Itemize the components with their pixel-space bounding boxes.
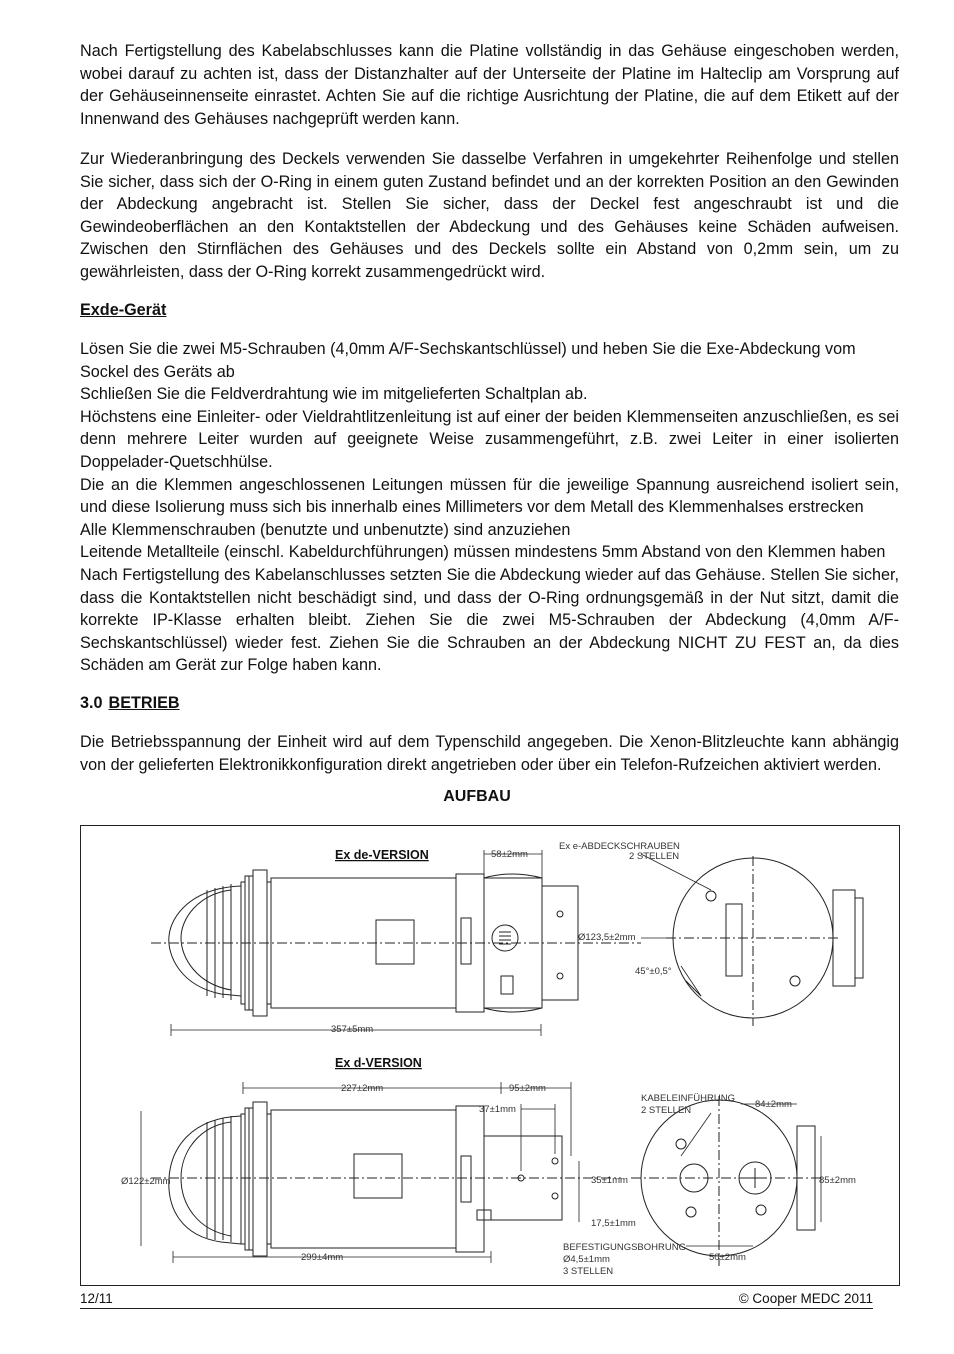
exde-heading: Exde-Gerät <box>80 301 167 319</box>
exde-line: Schließen Sie die Feldverdrahtung wie im mitgelieferten Schaltplan ab. <box>80 385 588 404</box>
exde-line: Lösen Sie die zwei M5-Schrauben (4,0mm A/F-Sechskantschlüssel) und heben Sie die Exe-Abdeckung vom Sockel des Geräts ab <box>80 340 856 381</box>
intro-paragraph-1 <box>80 40 899 130</box>
exde-side-view <box>151 870 641 1016</box>
exd-entry-label-1: KABELEINFÜHRUNG <box>641 1093 735 1104</box>
footer-rule <box>80 1308 873 1309</box>
exd-dim-85: 85±2mm <box>819 1175 856 1186</box>
paragraph-text: Nach Fertigstellung des Kabelabschlusses kann die Platine vollständig in das Gehäuse eingeschoben werden, wobei darauf zu achten ist, dass der Distanzhalter auf der Unterseite der Platine im Halteclip am Vorsprung auf der Gehäuseinnenseite einrastet. Achten Sie auf die richtige Ausrichtung der Platine, die auf dem Etikett auf der Innenwand des Gehäuses nachgeprüft werden kann. <box>80 42 899 128</box>
exd-entry-label-2: 2 STELLEN <box>641 1105 692 1116</box>
exd-dim-35: 35±1mm <box>591 1175 628 1186</box>
paragraph-text: Die Betriebsspannung der Einheit wird auf dem Typenschild angegeben. Die Xenon-Blitzleuchte kann abhängig von der gelieferten Elektronikkonfiguration direkt angetrieben oder über ein Telefon-Rufzeichen aktiviert werden. <box>80 733 899 774</box>
betrieb-paragraph <box>80 731 899 776</box>
exde-dim-123: Ø123,5±2mm <box>578 932 636 943</box>
exd-dim-84: 84±2mm <box>755 1099 792 1110</box>
exd-version-label: Ex d-VERSION <box>335 1056 422 1070</box>
footer-copyright: © Cooper MEDC 2011 <box>738 1291 873 1306</box>
exde-line: Nach Fertigstellung des Kabelanschlusses setzten Sie die Abdeckung wieder auf das Gehäuse. Stellen Sie sicher, dass die Kontaktstellen nicht beschädigt sind, und dass der O-Ring ordnungsgemäß in der Nut sitzt, damit die korrekte IP-Klasse erhalten bleibt. Ziehen Sie die zwei M5-Schrauben der Abdeckung (4,0mm A/F-Sechskantschlüssel) wieder fest. Ziehen Sie die Schrauben an der Abdeckung NICHT ZU FEST an, da dies Schäden am Gerät zur Folge haben kann. <box>80 565 899 675</box>
exd-dim-95: 95±2mm <box>509 1083 546 1094</box>
exd-dim-227: 227±2mm <box>341 1083 384 1094</box>
drawing-svg <box>81 826 901 1287</box>
technical-drawing <box>80 825 900 1286</box>
betrieb-heading <box>80 694 180 713</box>
exde-angle: 45°±0,5° <box>635 966 672 977</box>
intro-paragraph-2 <box>80 148 899 284</box>
exde-line: Die an die Klemmen angeschlossenen Leitungen müssen für die jeweilige Spannung ausreichend isoliert sein, und diese Isolierung muss sich bis innerhalb eines Millimeters vor dem Metall des Klemmenhalses erstrecken <box>80 475 899 517</box>
exd-holes-label-3: 3 STELLEN <box>563 1266 614 1277</box>
exd-holes-label-2: Ø4,5±1mm <box>563 1254 610 1265</box>
exd-end-view <box>631 1096 821 1266</box>
footer-date: 12/11 <box>80 1291 113 1306</box>
exde-end-view <box>666 856 863 1026</box>
exde-dim-357: 357±5mm <box>331 1024 374 1035</box>
exd-holes-label-1: BEFESTIGUNGSBOHRUNG <box>563 1242 686 1253</box>
exde-line: Höchstens eine Einleiter- oder Vieldrahtlitzenleitung ist auf einer der beiden Klemmenseiten anzuschließen, es sei denn mehrere Leiter wurden auf geeignete Weise zusammengeführt, z.B. zwei Leiter in einer isolierten Doppelader-Quetschhülse. <box>80 407 899 471</box>
section-title: BETRIEB <box>108 694 180 712</box>
exde-screws-label-2: 2 STELLEN <box>629 851 680 862</box>
exd-dim-122: Ø122±2mm <box>121 1176 171 1187</box>
exd-dim-37: 37±1mm <box>479 1104 516 1115</box>
exde-line: Leitende Metallteile (einschl. Kabeldurchführungen) müssen mindestens 5mm Abstand von den Klemmen haben <box>80 543 886 562</box>
exde-line: Alle Klemmenschrauben (benutzte und unbenutzte) sind anzuziehen <box>80 520 571 539</box>
exde-dim-58: 58±2mm <box>491 849 528 860</box>
section-number: 3.0 <box>80 694 103 712</box>
exde-section-body <box>80 338 899 677</box>
exde-version-label: Ex de-VERSION <box>335 848 429 862</box>
exd-dim-50: 50±2mm <box>709 1252 746 1263</box>
exde-screws-label-1: Ex e-ABDECKSCHRAUBEN <box>559 841 680 852</box>
paragraph-text: Zur Wiederanbringung des Deckels verwenden Sie dasselbe Verfahren in umgekehrter Reihenfolge und stellen Sie sicher, dass sich der O-Ring in einem guten Zustand befindet und an der korrekten Position an den Gewinden der Abdeckung angebracht ist. Stellen Sie sicher, dass der Deckel fest angeschraubt ist und die Gewindeoberflächen an den Kontaktstellen der Abdeckung und des Gehäuses keine Schäden aufweisen. Zwischen den Stirnflächen des Gehäuses und des Deckels sollte ein Abstand von 0,2mm sein, um zu gewährleisten, dass der O-Ring korrekt zusammengedrückt wird. <box>80 150 899 281</box>
exd-dim-299: 299±4mm <box>301 1252 344 1263</box>
exd-side-view <box>151 1102 621 1256</box>
exd-dim-17: 17,5±1mm <box>591 1218 636 1229</box>
figure-title: AUFBAU <box>443 788 511 805</box>
